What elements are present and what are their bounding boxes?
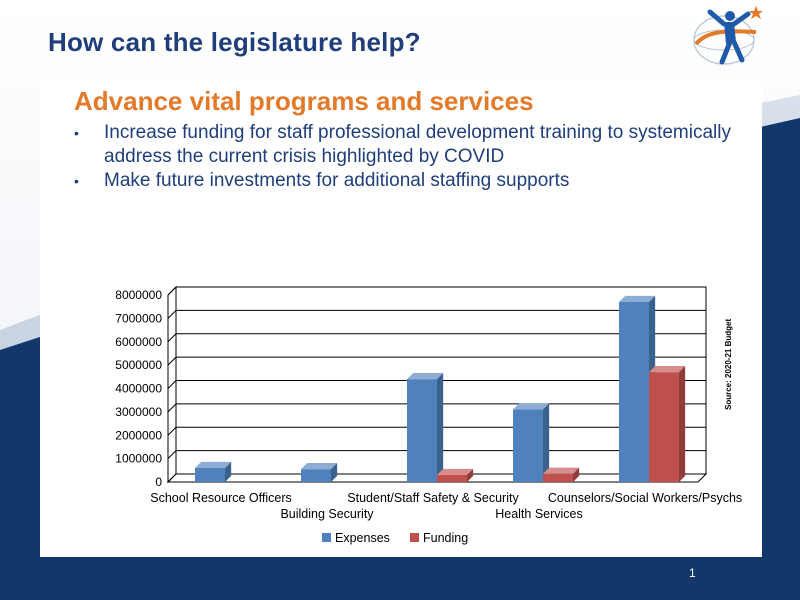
x-category-label: Health Services [495, 507, 583, 521]
legend-swatch-expenses [322, 533, 331, 542]
bar-front [619, 302, 649, 482]
legend-label: Expenses [335, 531, 390, 545]
bar-front [437, 475, 467, 482]
y-tick-label: 5000000 [115, 358, 162, 373]
y-tick-label: 4000000 [115, 381, 162, 396]
funding-bar [649, 366, 685, 482]
bar-top [407, 373, 443, 379]
y-tick-label: 6000000 [115, 334, 162, 349]
expenses-bar [195, 462, 231, 482]
bar-top [195, 462, 231, 468]
bar-top [619, 296, 655, 302]
funding-bar [437, 469, 473, 482]
bar-front [195, 468, 225, 482]
x-category-label: Counselors/Social Workers/Psychs [547, 491, 743, 505]
y-tick-label: 3000000 [115, 404, 162, 419]
y-tick-label: 0 [155, 475, 162, 489]
x-category-label: School Resource Officers [150, 491, 292, 505]
bar-front [407, 379, 437, 482]
bar-front [649, 372, 679, 482]
y-tick-label: 7000000 [115, 311, 162, 326]
bar-top [513, 403, 549, 409]
legend-swatch-funding [410, 533, 419, 542]
bar-front [513, 410, 543, 482]
page-number: 1 [689, 566, 696, 580]
bullet-dot-icon: • [74, 173, 79, 189]
bullet-text: Increase funding for staff professional development training to systemically address the current crisis highlighted by COVID [104, 122, 731, 167]
expenses-bar [301, 463, 337, 482]
slide-title: How can the legislature help? [48, 27, 421, 57]
y-tick-label: 8000000 [115, 288, 162, 302]
bar-top [437, 469, 473, 475]
x-category-label: Student/Staff Safety & Security [347, 491, 519, 505]
bar-side [679, 366, 685, 482]
bullet-text: Make future investments for additional staffing supports [104, 170, 570, 191]
funding-bar [543, 468, 579, 482]
expenses-bar [407, 373, 443, 482]
y-tick-label: 2000000 [115, 428, 162, 443]
source-note: Source: 2020-21 Budget [724, 318, 733, 410]
x-category-label: Building Security [280, 507, 374, 521]
y-tick-label: 1000000 [115, 451, 162, 466]
bar-front [301, 469, 331, 482]
bullet-dot-icon: • [74, 125, 79, 141]
bar-front [543, 474, 573, 482]
slide-subtitle: Advance vital programs and services [74, 86, 534, 116]
bar-side [437, 373, 443, 482]
bar-top [543, 468, 579, 474]
bar-top [649, 366, 685, 372]
expenses-bar [513, 403, 549, 482]
legend-label: Funding [423, 531, 469, 545]
bar-top [301, 463, 337, 469]
